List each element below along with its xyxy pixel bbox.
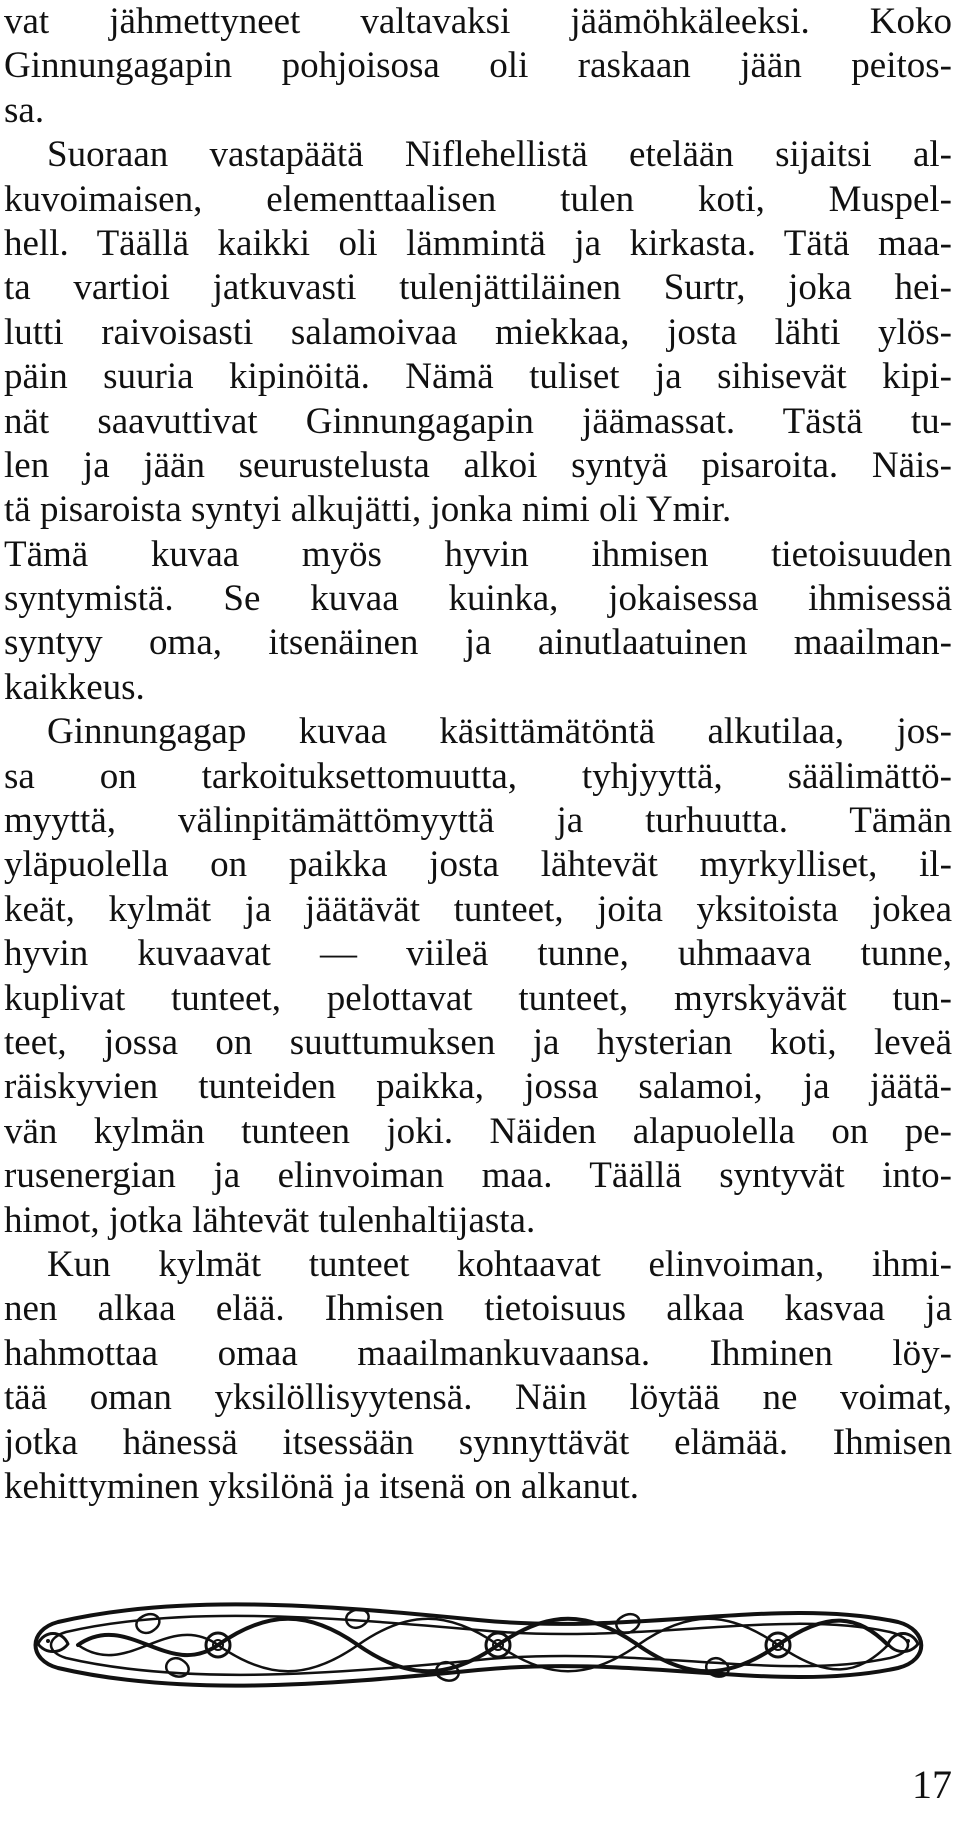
text-line: myyttä, välinpitämättömyyttä ja turhuutta. Tämän — [4, 800, 952, 842]
text-line: hyvin kuvaavat — viileä tunne, uhmaava tunne, — [4, 933, 952, 975]
body-text — [4, 0, 952, 1509]
text-line: lutti raivoisasti salamoivaa miekkaa, josta lähti ylös- — [4, 311, 952, 353]
text-line: Ginnungagapin pohjoisosa oli raskaan jään peitos- — [4, 45, 952, 87]
text-line: Suoraan vastapäätä Niflehellistä etelään sijaitsi al- — [47, 134, 952, 176]
text-line: syntymistä. Se kuvaa kuinka, jokaisessa ihmisessä — [4, 578, 952, 620]
text-line: rusenergian ja elinvoiman maa. Täällä syntyvät into- — [4, 1155, 952, 1197]
knotwork-serpent-ornament-icon — [18, 1590, 938, 1700]
text-line: yläpuolella on paikka josta lähtevät myrkylliset, il- — [4, 844, 952, 886]
text-line: tä pisaroista syntyi alkujätti, jonka nimi oli Ymir. — [4, 489, 732, 531]
text-line: nen alkaa elää. Ihmisen tietoisuus alkaa kasvaa ja — [4, 1288, 952, 1330]
text-line: syntyy oma, itsenäinen ja ainutlaatuinen maailman- — [4, 622, 952, 664]
text-line: hahmottaa omaa maailmankuvaansa. Ihminen löy- — [4, 1332, 952, 1374]
text-line: kuvoimaisen, elementtaalisen tulen koti, Muspel- — [4, 178, 952, 220]
text-line: hell. Täällä kaikki oli lämmintä ja kirkasta. Tätä maa- — [4, 222, 952, 264]
text-line: jotka hänessä itsessään synnyttävät elämää. Ihmisen — [4, 1421, 952, 1463]
text-line: tää oman yksilöllisyytensä. Näin löytää ne voimat, — [4, 1377, 952, 1419]
text-line: päin suuria kipinöitä. Nämä tuliset ja sihisevät kipi- — [4, 356, 952, 398]
text-line: kaikkeus. — [4, 666, 145, 708]
text-line: Kun kylmät tunteet kohtaavat elinvoiman, ihmi- — [47, 1243, 952, 1285]
text-line: vat jähmettyneet valtavaksi jäämöhkäleeksi. Koko — [4, 1, 952, 42]
text-line: Ginnungagap kuvaa käsittämätöntä alkutilaa, jos- — [47, 711, 952, 753]
text-line: sa on tarkoituksettomuutta, tyhjyyttä, säälimättö- — [4, 755, 952, 797]
text-line: teet, jossa on suuttumuksen ja hysterian koti, leveä — [4, 1021, 952, 1063]
text-line: vän kylmän tunteen joki. Näiden alapuolella on pe- — [4, 1110, 952, 1152]
text-line: himot, jotka lähtevät tulenhaltijasta. — [4, 1199, 536, 1241]
text-line: ta vartioi jatkuvasti tulenjättiläinen Surtr, joka hei- — [4, 267, 952, 309]
text-line: sa. — [4, 89, 45, 131]
text-line: keät, kylmät ja jäätävät tunteet, joita yksitoista jokea — [4, 888, 952, 930]
text-line: kehittyminen yksilönä ja itsenä on alkanut. — [4, 1465, 640, 1507]
text-line: Tämä kuvaa myös hyvin ihmisen tietoisuuden — [4, 533, 952, 575]
text-line: räiskyvien tunteiden paikka, jossa salamoi, ja jäätä- — [4, 1066, 952, 1108]
page-number: 17 — [912, 1762, 952, 1807]
text-line: nät saavuttivat Ginnungagapin jäämassat. Tästä tu- — [4, 400, 952, 442]
text-line: kuplivat tunteet, pelottavat tunteet, myrskyävät tun- — [4, 977, 952, 1019]
text-line: len ja jään seurustelusta alkoi syntyä pisaroita. Näis- — [4, 444, 952, 486]
